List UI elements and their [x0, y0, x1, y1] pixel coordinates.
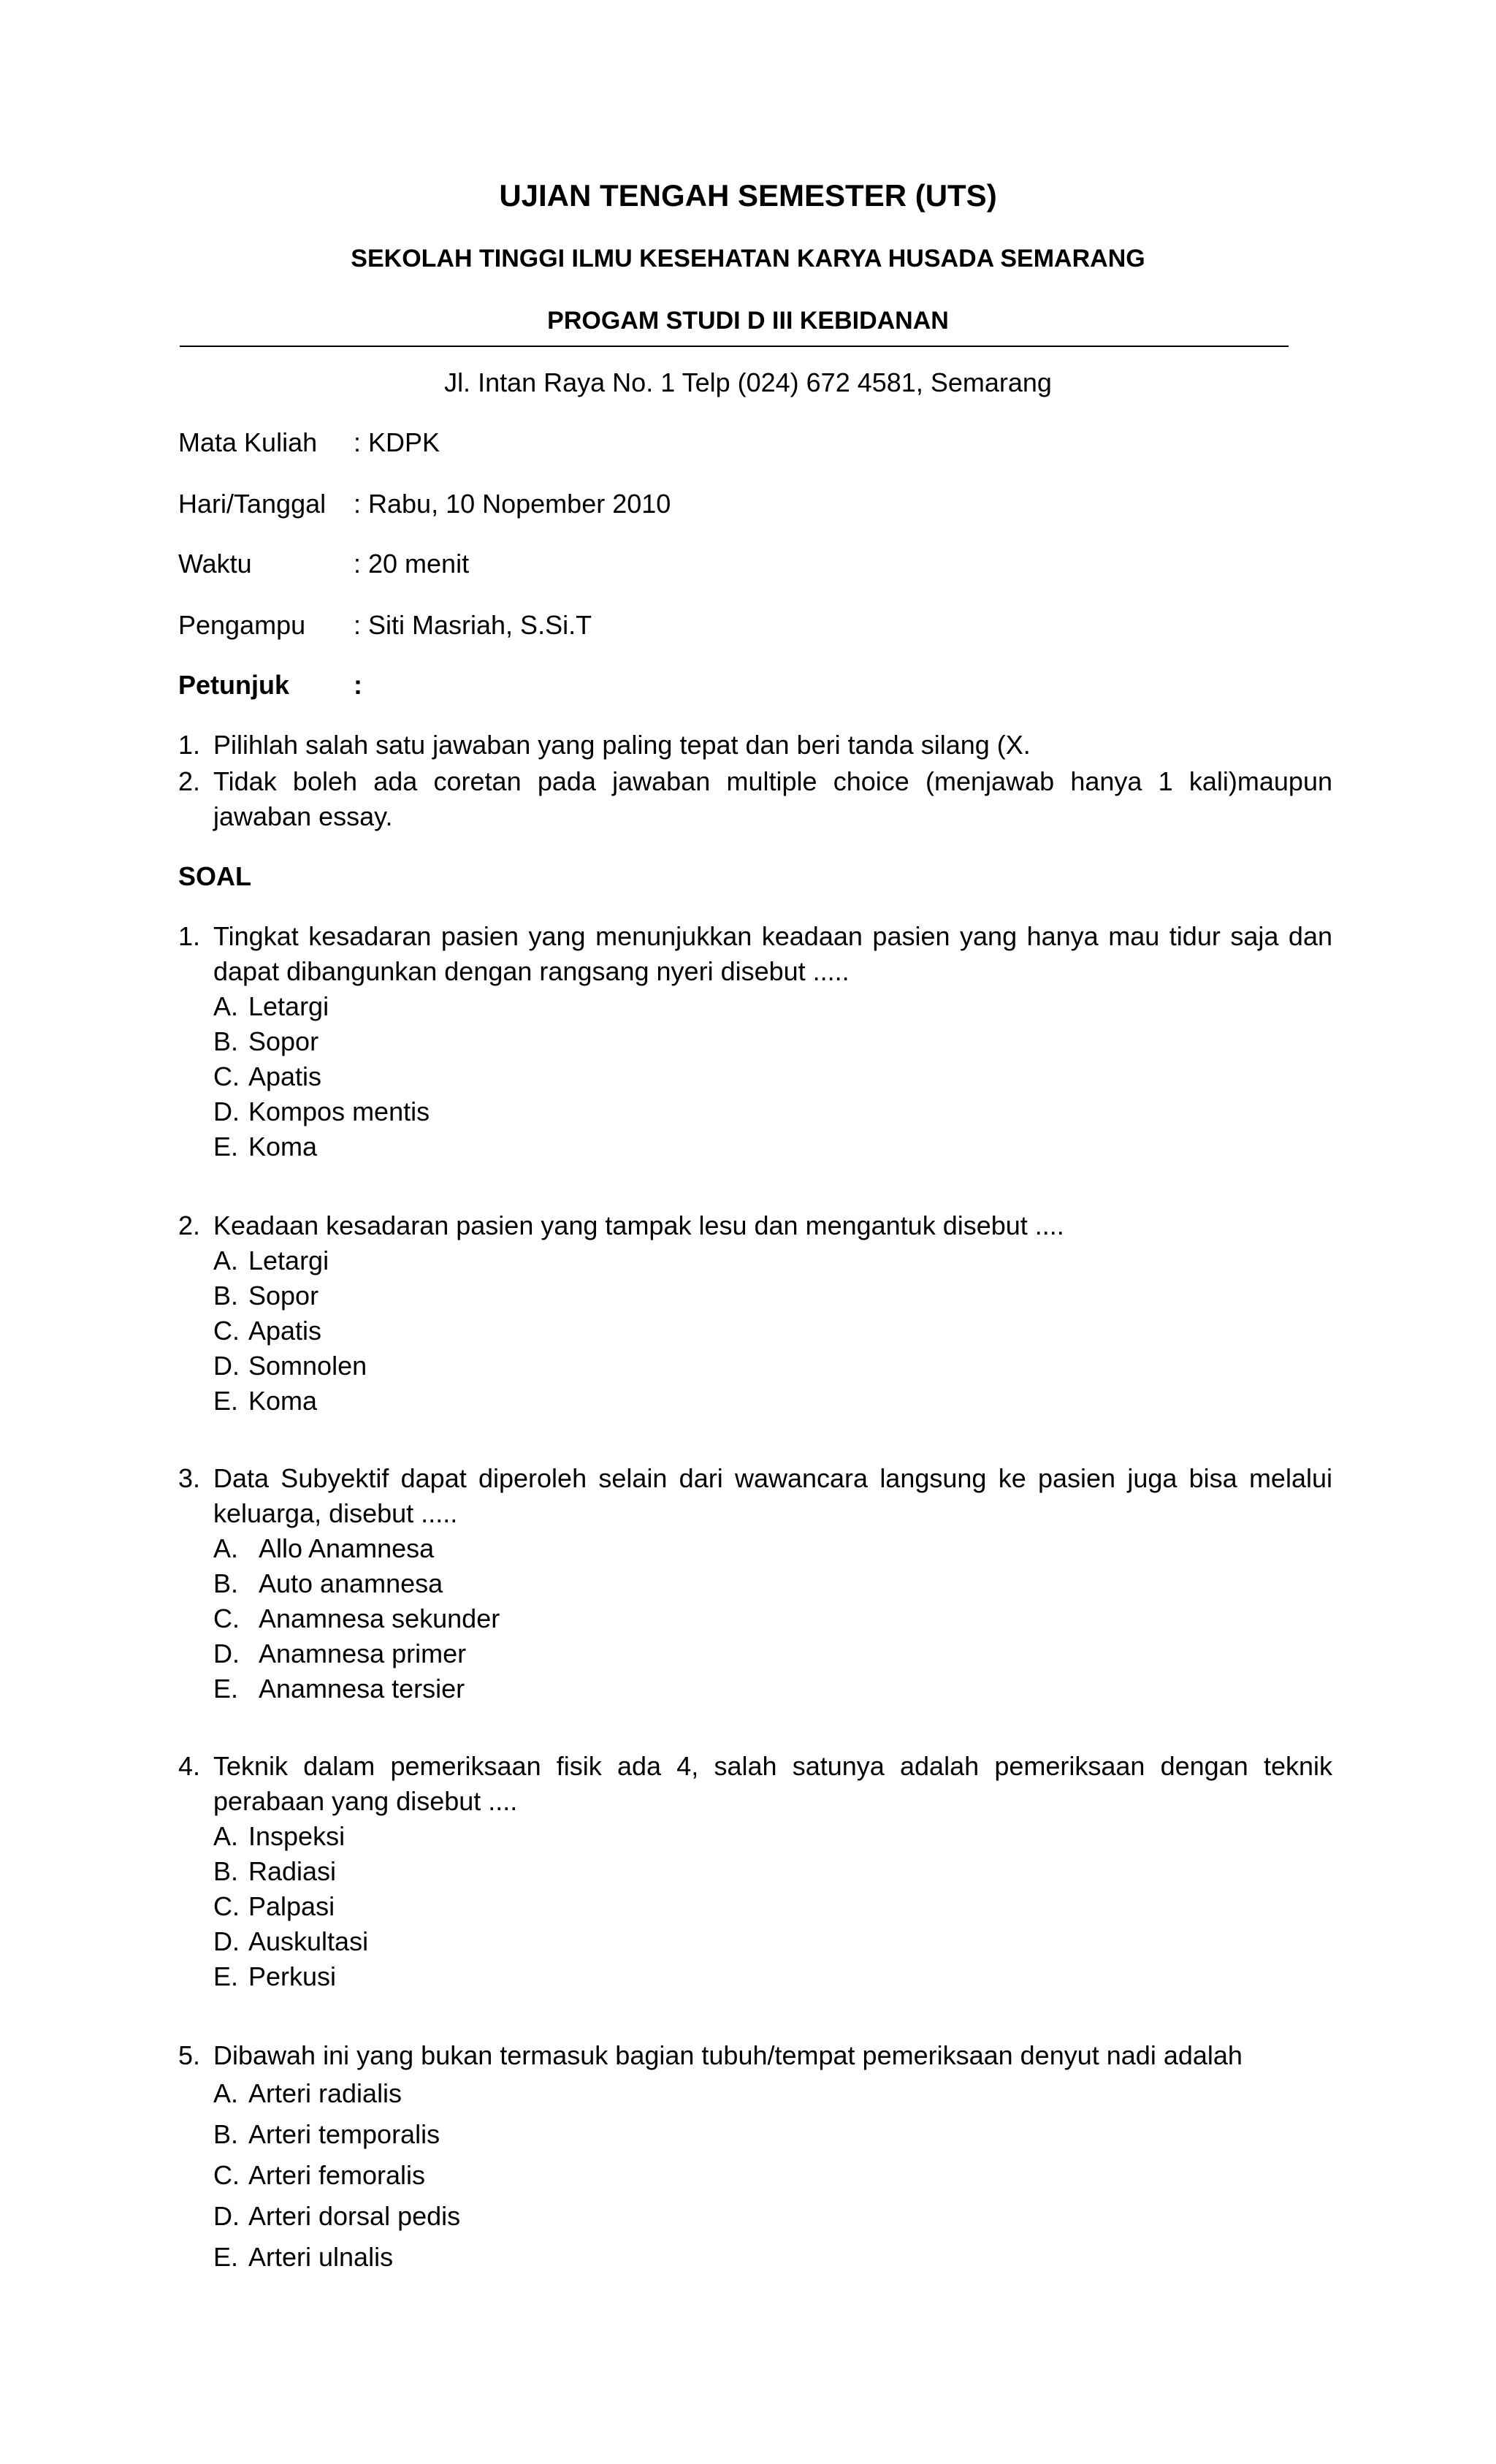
- question-text: Data Subyektif dapat diperoleh selain dari wawancara langsung ke pasien juga bisa melalui keluarga, disebut .....: [213, 1463, 1332, 1528]
- option-text: Radiasi: [248, 1856, 337, 1886]
- option-list: [178, 989, 1332, 1164]
- option-text: Arteri dorsal pedis: [248, 2201, 461, 2231]
- option-text: Auskultasi: [248, 1926, 369, 1956]
- option-item: [213, 1278, 1332, 1313]
- info-value-lecturer: : Siti Masriah, S.Si.T: [354, 610, 592, 640]
- instructions-label: Petunjuk: [178, 670, 290, 700]
- option-letter: B.: [213, 1026, 239, 1056]
- question-4: [178, 1749, 1332, 1994]
- option-item: [213, 2114, 1332, 2155]
- option-text: Somnolen: [248, 1351, 367, 1381]
- option-text: Anamnesa primer: [259, 1639, 467, 1668]
- option-text: Anamnesa tersier: [259, 1674, 465, 1704]
- option-letter: E.: [213, 1386, 239, 1416]
- question-text: Tingkat kesadaran pasien yang menunjukkan keadaan pasien yang hanya mau tidur saja dan dapat dibangunkan dengan rangsang nyeri disebut .....: [213, 921, 1332, 986]
- option-letter: D.: [213, 2201, 240, 2231]
- option-letter: A.: [213, 1533, 239, 1563]
- program-name: PROGAM STUDI D III KEBIDANAN: [547, 307, 949, 335]
- option-item: [213, 1819, 1332, 1854]
- question-number: 2.: [178, 1210, 201, 1240]
- option-item: [213, 1094, 1332, 1129]
- option-item: [213, 1024, 1332, 1059]
- instructions-colon: :: [354, 670, 362, 700]
- option-letter: A.: [213, 1246, 239, 1275]
- question-3: [178, 1461, 1332, 1706]
- option-text: Anamnesa sekunder: [259, 1603, 500, 1633]
- option-text: Apatis: [248, 1061, 322, 1091]
- info-label-time: Waktu: [178, 549, 252, 579]
- option-list: [178, 2073, 1332, 2278]
- info-value-time: : 20 menit: [354, 549, 470, 579]
- option-text: Letargi: [248, 991, 329, 1021]
- option-letter: C.: [213, 1603, 240, 1633]
- option-text: Sopor: [248, 1026, 319, 1056]
- instruction-item: [178, 728, 1332, 763]
- option-text: Koma: [248, 1132, 318, 1162]
- option-text: Inspeksi: [248, 1821, 346, 1851]
- option-letter: C.: [213, 2160, 240, 2190]
- instruction-text: Tidak boleh ada coretan pada jawaban multiple choice (menjawab hanya 1 kali)maupun jawaban essay.: [213, 766, 1332, 831]
- question-number: 3.: [178, 1463, 201, 1493]
- option-list: [178, 1819, 1332, 1994]
- option-letter: B.: [213, 1568, 239, 1598]
- option-item: [213, 1924, 1332, 1959]
- option-letter: E.: [213, 1674, 239, 1704]
- question-5: [178, 2038, 1332, 2278]
- question-text: Keadaan kesadaran pasien yang tampak lesu dan mengantuk disebut ....: [213, 1210, 1064, 1240]
- question-number: 1.: [178, 921, 201, 951]
- option-item: [213, 1243, 1332, 1278]
- option-letter: B.: [213, 1281, 239, 1311]
- question-1: [178, 919, 1332, 1164]
- option-item: [213, 2237, 1332, 2278]
- institution-address: Jl. Intan Raya No. 1 Telp (024) 672 4581, Semarang: [444, 367, 1052, 397]
- instruction-text: Pilihlah salah satu jawaban yang paling tepat dan beri tanda silang (X.: [213, 730, 1031, 760]
- option-letter: A.: [213, 2078, 239, 2108]
- option-item: [213, 1531, 1332, 1566]
- option-letter: D.: [213, 1096, 240, 1126]
- option-item: [213, 2155, 1332, 2196]
- exam-title: UJIAN TENGAH SEMESTER (UTS): [499, 178, 997, 213]
- option-text: Letargi: [248, 1246, 329, 1275]
- option-item: [213, 989, 1332, 1024]
- option-letter: E.: [213, 1961, 239, 1991]
- info-value-course: : KDPK: [354, 427, 440, 457]
- option-item: [213, 1671, 1332, 1706]
- option-text: Perkusi: [248, 1961, 337, 1991]
- option-text: Kompos mentis: [248, 1096, 430, 1126]
- info-value-date: : Rabu, 10 Nopember 2010: [354, 489, 671, 519]
- option-item: [213, 1059, 1332, 1094]
- option-item: [213, 1889, 1332, 1924]
- soal-heading: SOAL: [178, 861, 252, 891]
- instruction-number: 1.: [178, 730, 201, 760]
- question-2: [178, 1208, 1332, 1419]
- option-text: Apatis: [248, 1316, 322, 1346]
- option-letter: D.: [213, 1351, 240, 1381]
- option-item: [213, 1601, 1332, 1636]
- question-text: Teknik dalam pemeriksaan fisik ada 4, salah satunya adalah pemeriksaan dengan teknik perabaan yang disebut ....: [213, 1751, 1332, 1816]
- instruction-number: 2.: [178, 766, 201, 796]
- instruction-item: [178, 764, 1332, 834]
- option-letter: E.: [213, 2242, 239, 2272]
- option-list: [178, 1243, 1332, 1419]
- option-item: [213, 1566, 1332, 1601]
- option-text: Arteri ulnalis: [248, 2242, 394, 2272]
- option-letter: A.: [213, 1821, 239, 1851]
- option-letter: A.: [213, 991, 239, 1021]
- option-item: [213, 2196, 1332, 2237]
- option-text: Koma: [248, 1386, 318, 1416]
- option-letter: C.: [213, 1316, 240, 1346]
- option-letter: C.: [213, 1891, 240, 1921]
- option-text: Arteri radialis: [248, 2078, 402, 2108]
- option-item: [213, 1129, 1332, 1164]
- option-item: [213, 1636, 1332, 1671]
- header-divider: [180, 346, 1289, 347]
- option-list: [178, 1531, 1332, 1706]
- question-number: 5.: [178, 2040, 201, 2070]
- info-label-date: Hari/Tanggal: [178, 489, 327, 519]
- option-letter: B.: [213, 1856, 239, 1886]
- option-item: [213, 1349, 1332, 1384]
- option-text: Arteri femoralis: [248, 2160, 426, 2190]
- option-letter: D.: [213, 1639, 240, 1668]
- option-letter: E.: [213, 1132, 239, 1162]
- info-label-course: Mata Kuliah: [178, 427, 318, 457]
- info-label-lecturer: Pengampu: [178, 610, 306, 640]
- institution-name: SEKOLAH TINGGI ILMU KESEHATAN KARYA HUSADA SEMARANG: [351, 245, 1145, 272]
- question-number: 4.: [178, 1751, 201, 1781]
- option-letter: D.: [213, 1926, 240, 1956]
- option-text: Arteri temporalis: [248, 2119, 440, 2149]
- option-letter: B.: [213, 2119, 239, 2149]
- option-letter: C.: [213, 1061, 240, 1091]
- question-text: Dibawah ini yang bukan termasuk bagian tubuh/tempat pemeriksaan denyut nadi adalah: [213, 2040, 1243, 2070]
- option-item: [213, 1959, 1332, 1994]
- option-text: Allo Anamnesa: [259, 1533, 435, 1563]
- option-item: [213, 1313, 1332, 1349]
- option-item: [213, 1384, 1332, 1419]
- option-item: [213, 1854, 1332, 1889]
- option-text: Sopor: [248, 1281, 319, 1311]
- option-item: [213, 2073, 1332, 2114]
- option-text: Palpasi: [248, 1891, 335, 1921]
- option-text: Auto anamnesa: [259, 1568, 443, 1598]
